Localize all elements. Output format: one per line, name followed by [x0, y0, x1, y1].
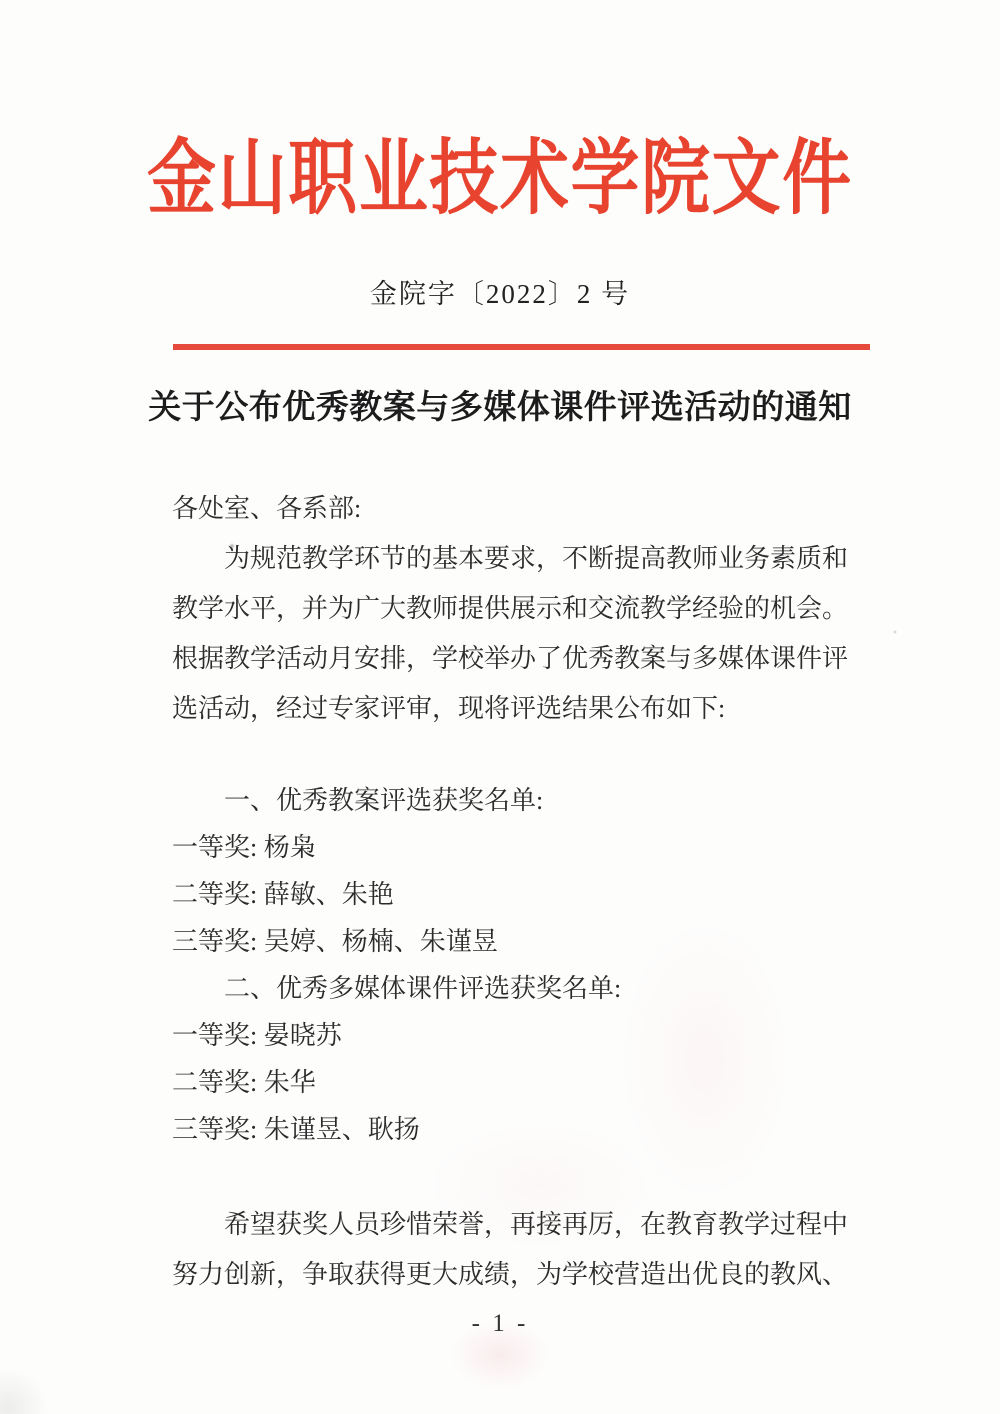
notice-title: 关于公布优秀教案与多媒体课件评选活动的通知	[148, 390, 852, 426]
body-line: 根据教学活动月安排，学校举办了优秀教案与多媒体课件评	[172, 644, 849, 673]
red-separator-line	[173, 344, 870, 350]
award-line: 二等奖: 薛敏、朱艳	[172, 880, 394, 909]
closing-line: 努力创新，争取获得更大成绩，为学校营造出优良的教风、	[172, 1260, 849, 1289]
body-line: 为规范教学环节的基本要求，不断提高教师业务素质和	[224, 544, 849, 573]
award-line: 三等奖: 朱谨昱、耿扬	[172, 1115, 420, 1144]
letterhead-title: 金山职业技术学院文件	[147, 133, 853, 224]
award-list	[172, 777, 880, 1153]
award-line: 二等奖: 朱华	[172, 1068, 316, 1097]
intro-paragraph	[172, 484, 880, 734]
body-line: 选活动，经过专家评审，现将评选结果公布如下:	[172, 694, 726, 723]
body-line: 教学水平，并为广大教师提供展示和交流教学经验的机会。	[172, 594, 849, 623]
award-line: 一等奖: 晏晓苏	[172, 1021, 342, 1050]
closing-paragraph	[172, 1200, 880, 1300]
award-line: 一等奖: 杨枭	[172, 833, 316, 862]
award-line: 三等奖: 吴婷、杨楠、朱谨昱	[172, 927, 498, 956]
page-number: - 1 -	[471, 1310, 529, 1337]
award-line: 二、优秀多媒体课件评选获奖名单:	[224, 974, 622, 1003]
document-number: 金院字〔2022〕2 号	[369, 279, 631, 309]
award-line: 一、优秀教案评选获奖名单:	[224, 786, 544, 815]
closing-line: 希望获奖人员珍惜荣誉，再接再厉，在教育教学过程中	[224, 1210, 849, 1239]
intro-lines	[172, 534, 880, 734]
document-body	[172, 484, 880, 1300]
salutation: 各处室、各系部:	[172, 494, 362, 523]
